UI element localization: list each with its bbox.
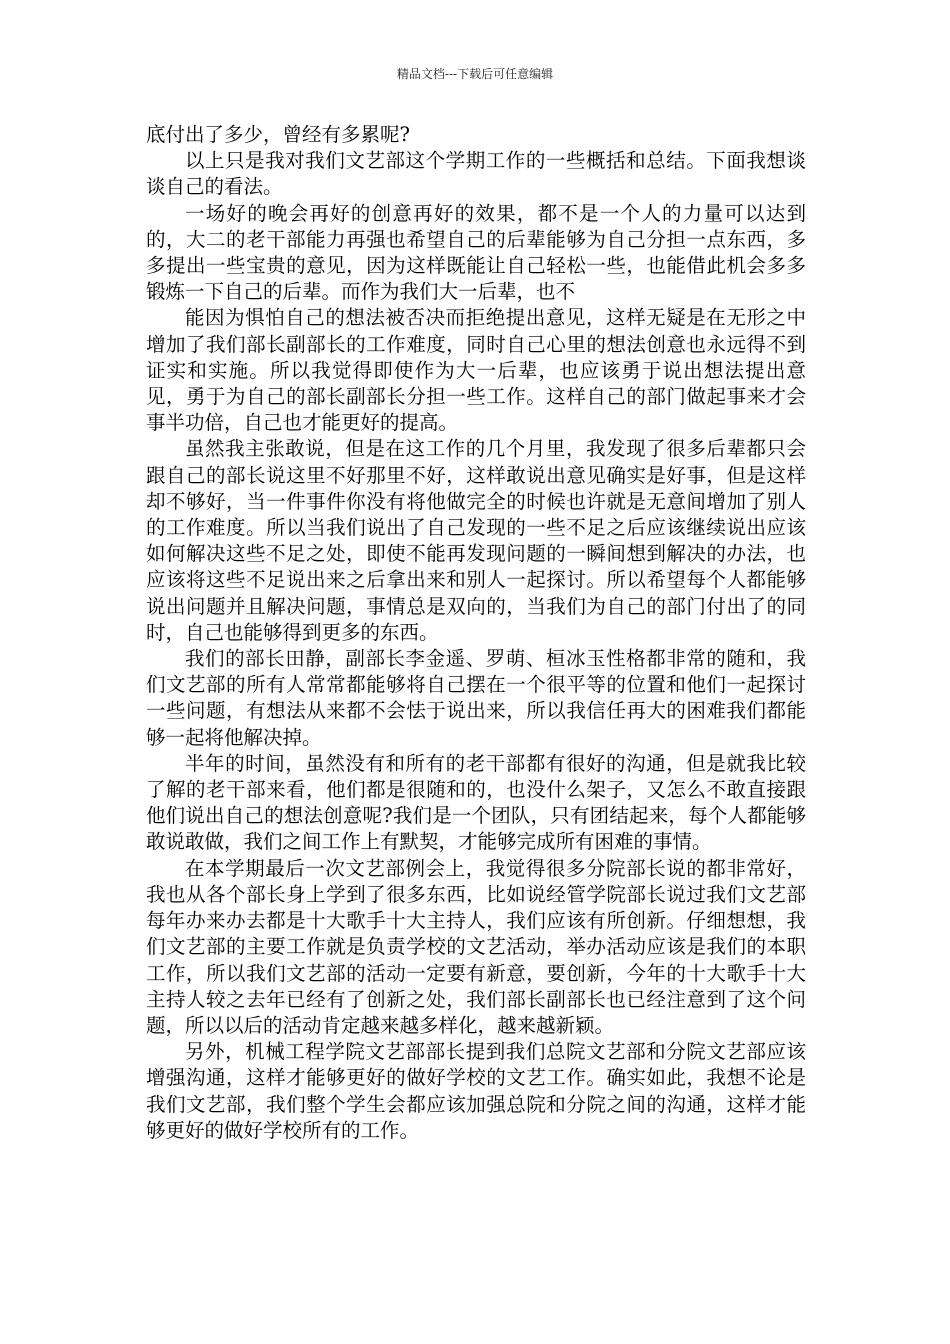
paragraph-continuation: 底付出了多少，曾经有多累呢? xyxy=(146,123,410,146)
paragraph: 在本学期最后一次文艺部例会上，我觉得很多分院部长说的都非常好，我也从各个部长身上学到了很多东西，比如说经管学院部长说过我们文艺部每年办来办去都是十大歌手十大主持人，我们应该有所创新。仔细想想，我们文艺部的主要工作就是负责学校的文艺活动，举办活动应该是我们的本职工作，所以我们文艺部的活动一定要有新意，要创新，今年的十大歌手十大主持人较之去年已经有了创新之处，我们部长副部长也已经注意到了这个问题，所以以后的活动肯定越来越多样化，越来越新颖。 xyxy=(146,856,806,1037)
paragraph: 能因为惧怕自己的想法被否决而拒绝提出意见，这样无疑是在无形之中增加了我们部长副部长的工作难度，同时自己心里的想法创意也永远得不到证实和实施。所以我觉得即使作为大一后辈，也应该勇于说出想法提出意见，勇于为自己的部长副部长分担一些工作。这样自己的部门做起事来才会事半功倍，自己也才能更好的提高。 xyxy=(146,306,806,435)
paragraph: 虽然我主张敢说，但是在这工作的几个月里，我发现了很多后辈都只会跟自己的部长说这里不好那里不好，这样敢说出意见确实是好事，但是这样却不够好，当一件事件你没有将他做完全的时候也许就是无意间增加了别人的工作难度。所以当我们说出了自己发现的一些不足之后应该继续说出应该如何解决这些不足之处，即使不能再发现问题的一瞬间想到解决的办法，也应该将这些不足说出来之后拿出来和别人一起探讨。所以希望每个人都能够说出问题并且解决问题，事情总是双向的，当我们为自己的部门付出了的同时，自己也能够得到更多的东西。 xyxy=(146,437,806,644)
paragraph: 半年的时间，虽然没有和所有的老干部都有很好的沟通，但是就我比较了解的老干部来看，他们都是很随和的，也没什么架子，又怎么不敢直接跟他们说出自己的想法创意呢?我们是一个团队，只有团结起来，每个人都能够敢说敢做，我们之间工作上有默契，才能够完成所有困难的事情。 xyxy=(146,751,806,854)
paragraph: 以上只是我对我们文艺部这个学期工作的一些概括和总结。下面我想谈谈自己的看法。 xyxy=(146,149,806,199)
paragraph: 另外，机械工程学院文艺部部长提到我们总院文艺部和分院文艺部应该增强沟通，这样才能够更好的做好学校的文艺工作。确实如此，我想不论是我们文艺部，我们整个学生会都应该加强总院和分院之间的沟通，这样才能够更好的做好学校所有的工作。 xyxy=(146,1040,806,1142)
paragraph: 一场好的晚会再好的创意再好的效果，都不是一个人的力量可以达到的，大二的老干部能力再强也希望自己的后辈能够为自己分担一点东西，多多提出一些宝贵的意见，因为这样既能让自己轻松一些，也能借此机会多多锻炼一下自己的后辈。而作为我们大一后辈，也不 xyxy=(146,201,806,304)
document-body xyxy=(146,122,806,1144)
paragraph: 我们的部长田静，副部长李金遥、罗萌、桓冰玉性格都非常的随和，我们文艺部的所有人常常都能够将自己摆在一个很平等的位置和他们一起探讨一些问题，有想法从来都不会怯于说出来，所以我信任再大的困难我们都能够一起将他解决掉。 xyxy=(146,647,806,749)
page-header: 精品文档---下载后可任意编辑 xyxy=(396,67,554,81)
